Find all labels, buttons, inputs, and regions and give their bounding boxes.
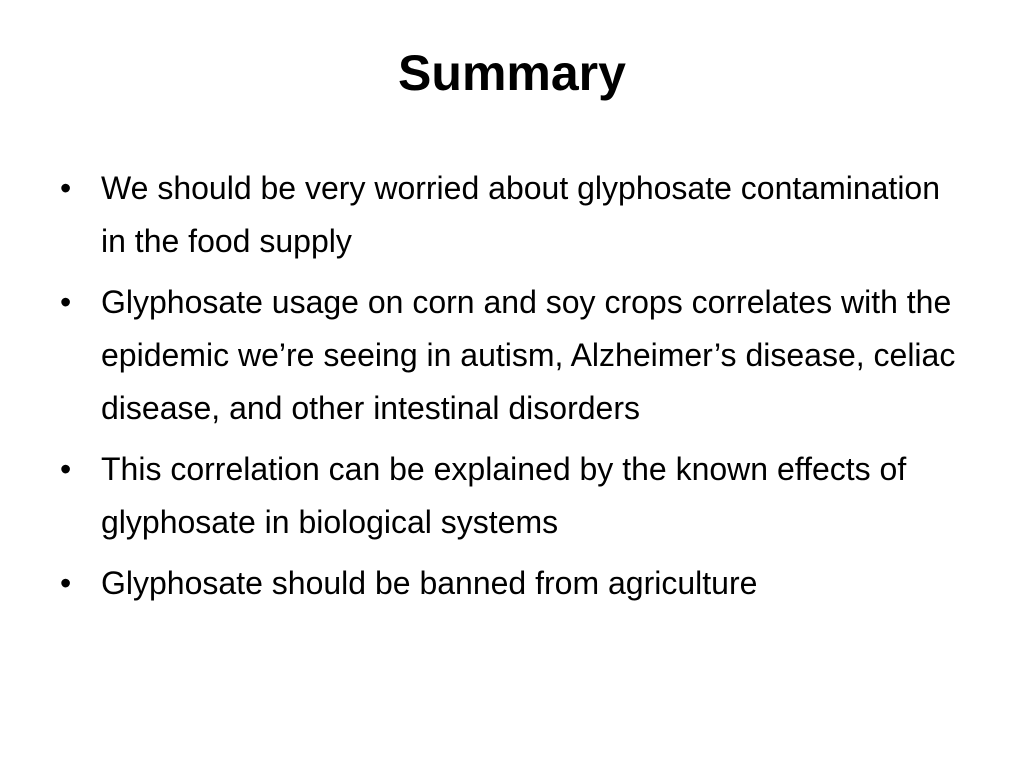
bullet-text: Glyphosate should be banned from agriculture xyxy=(101,565,758,601)
bullet-item xyxy=(60,276,960,435)
bullet-text: This correlation can be explained by the known effects of glyphosate in biological systems xyxy=(101,451,907,540)
bullet-list xyxy=(60,162,960,618)
bullet-icon: • xyxy=(60,565,72,601)
slide-title: Summary xyxy=(398,45,626,101)
bullet-item xyxy=(60,162,960,268)
bullet-item xyxy=(60,557,960,610)
bullet-item xyxy=(60,443,960,549)
bullet-icon: • xyxy=(60,284,72,320)
bullet-icon: • xyxy=(60,170,72,206)
bullet-icon: • xyxy=(60,451,72,487)
bullet-text: Glyphosate usage on corn and soy crops correlates with the epidemic we’re seeing in autism, Alzheimer’s disease, celiac disease, and other intestinal disorders xyxy=(101,284,956,426)
bullet-text: We should be very worried about glyphosate contamination in the food supply xyxy=(101,170,941,259)
